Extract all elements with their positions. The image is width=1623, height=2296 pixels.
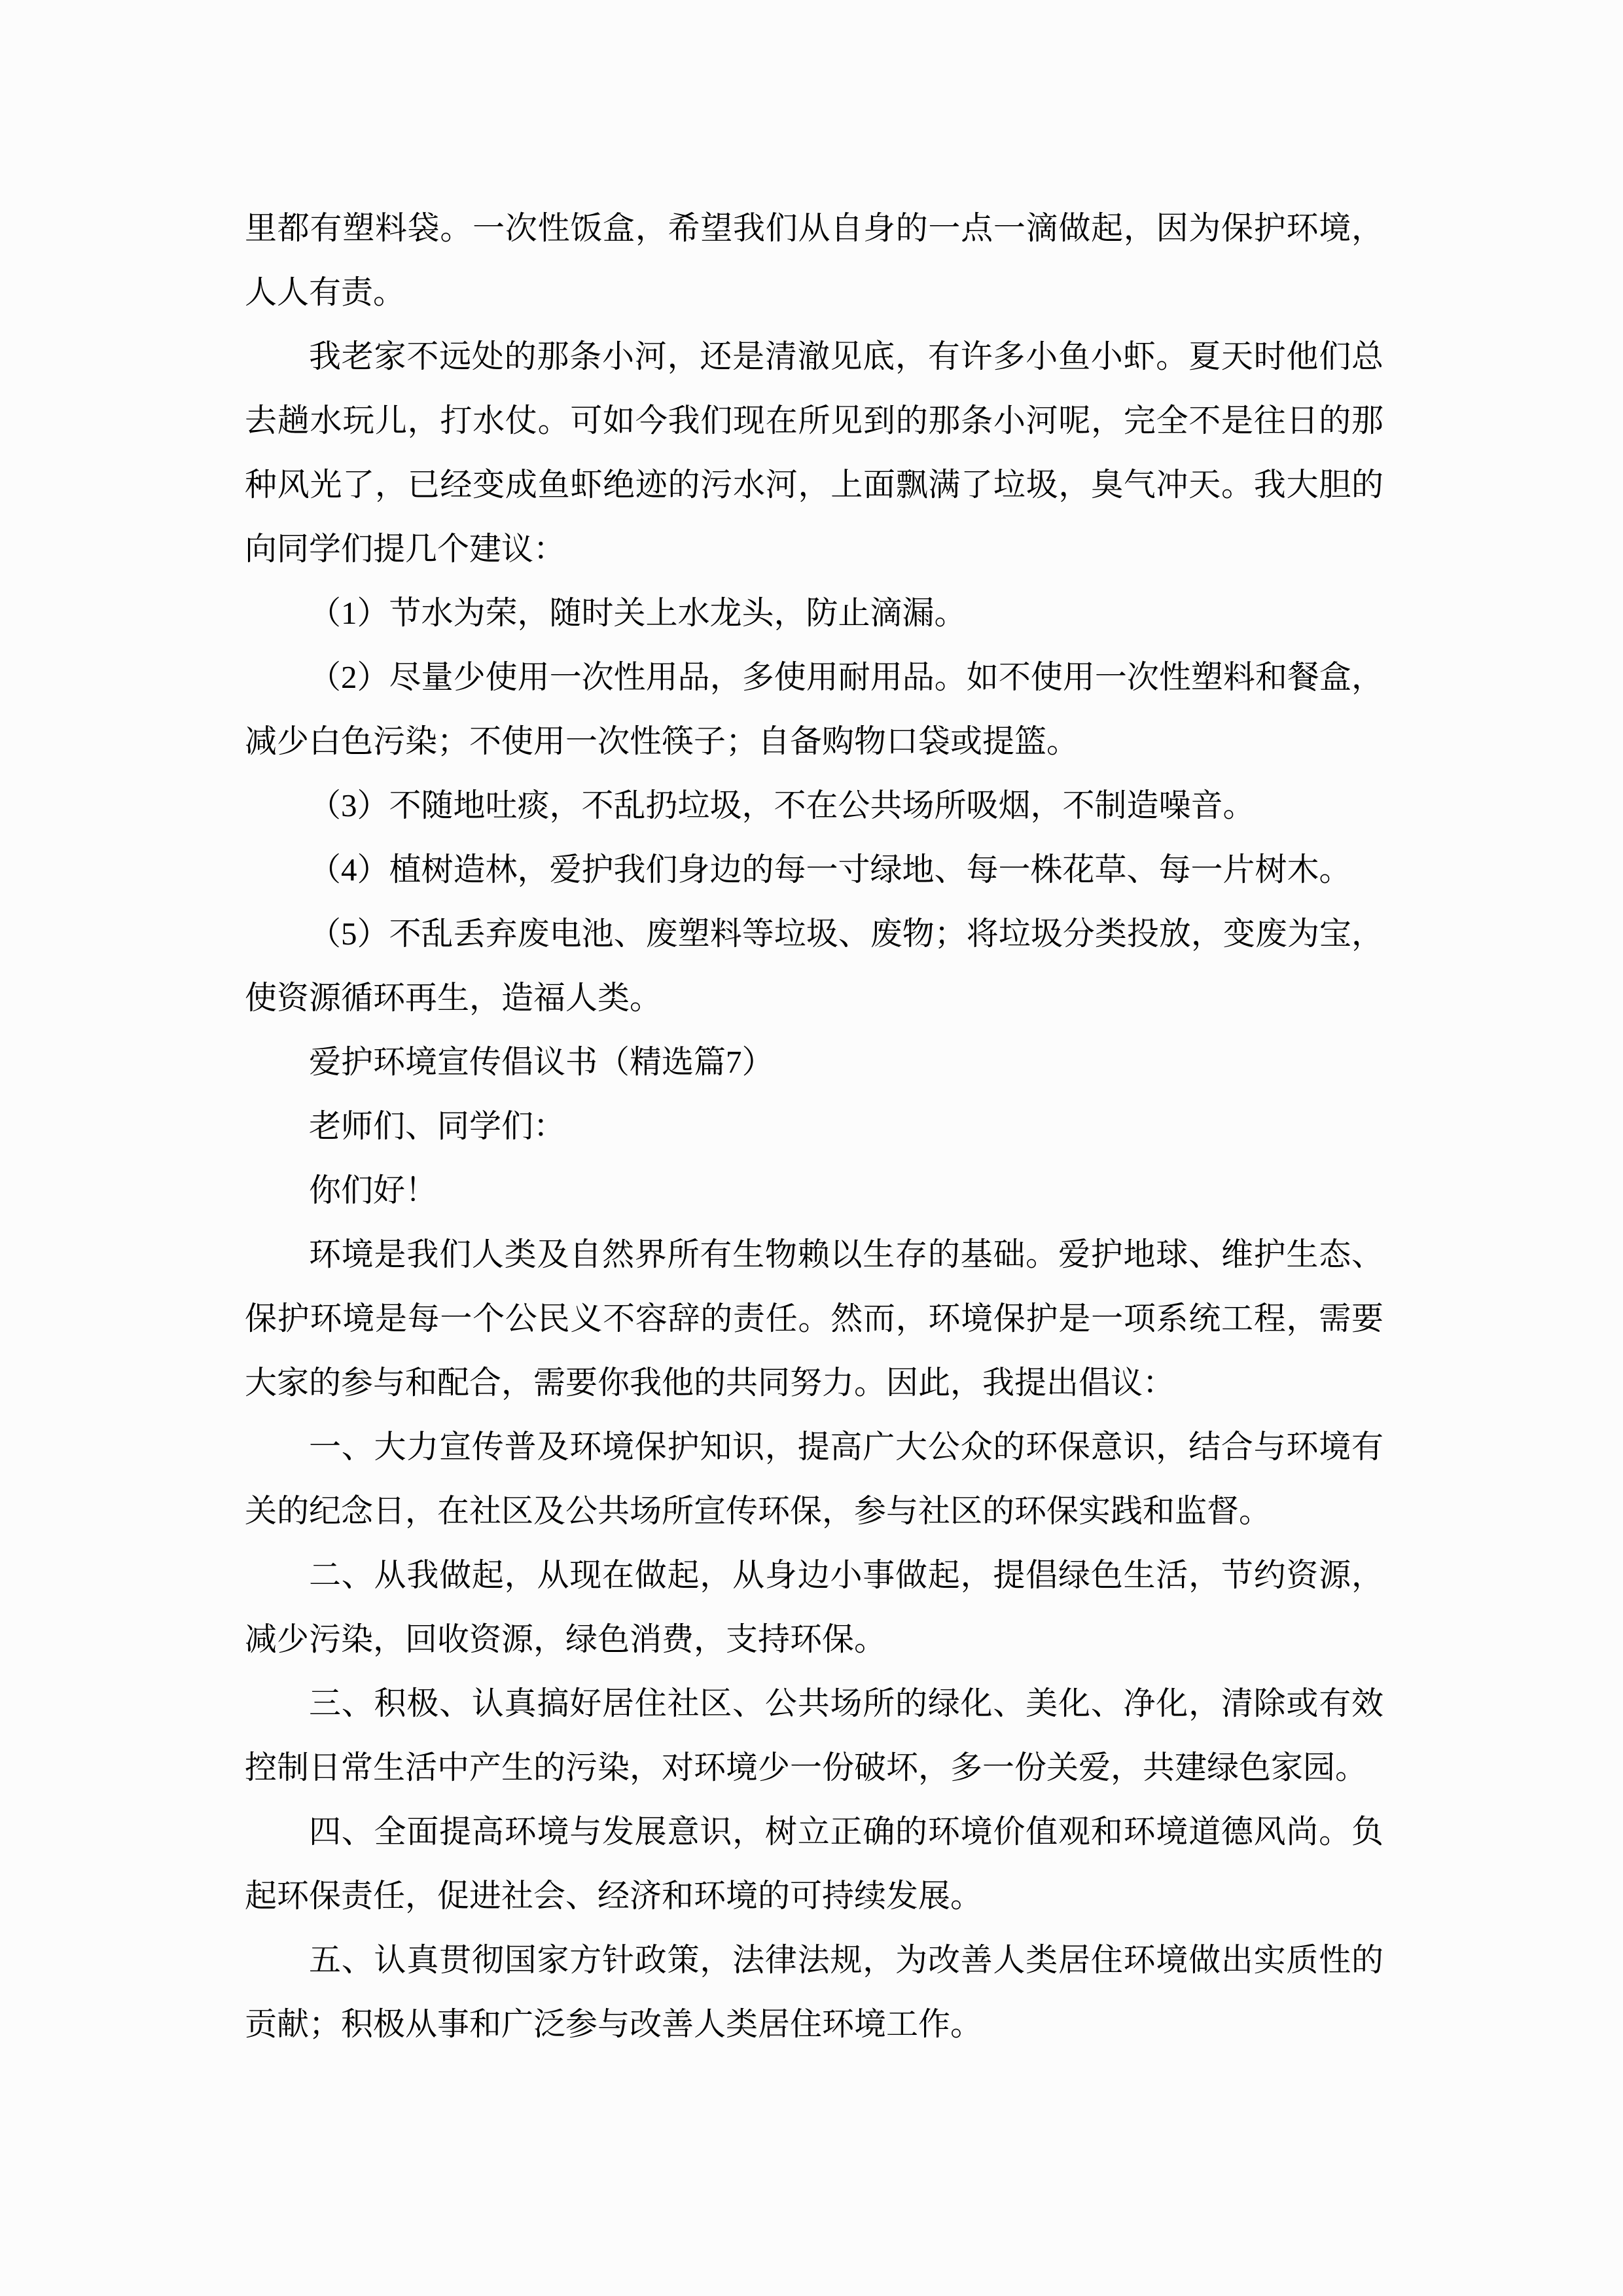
paragraph: 五、认真贯彻国家方针政策，法律法规，为改善人类居住环境做出实质性的贡献；积极从事和广泛参与改善人类居住环境工作。 [245, 1942, 1383, 2042]
document-text [245, 196, 1383, 2056]
paragraph: 二、从我做起，从现在做起，从身边小事做起，提倡绿色生活，节约资源，减少污染，回收资源，绿色消费，支持环保。 [245, 1557, 1383, 1657]
paragraph: 爱护环境宣传倡议书（精选篇7） [309, 1044, 774, 1080]
paragraph: 一、大力宣传普及环境保护知识，提高广大公众的环保意识，结合与环境有关的纪念日，在社区及公共场所宣传环保，参与社区的环保实践和监督。 [245, 1429, 1383, 1529]
paragraph: 三、积极、认真搞好居住社区、公共场所的绿化、美化、净化，清除或有效控制日常生活中产生的污染，对环境少一份破坏，多一份关爱，共建绿色家园。 [245, 1685, 1383, 1785]
paragraph: 里都有塑料袋。一次性饭盒，希望我们从自身的一点一滴做起，因为保护环境，人人有责。 [245, 210, 1383, 310]
paragraph: 你们好！ [309, 1172, 438, 1208]
paragraph: （3）不随地吐痰，不乱扔垃圾，不在公共场所吸烟，不制造噪音。 [309, 787, 1255, 823]
paragraph: （4）植树造林，爱护我们身边的每一寸绿地、每一株花草、每一片树木。 [309, 852, 1351, 888]
paragraph: 环境是我们人类及自然界所有生物赖以生存的基础。爱护地球、维护生态、保护环境是每一个公民义不容辞的责任。然而，环境保护是一项系统工程，需要大家的参与和配合，需要你我他的共同努力。因此，我提出倡议： [245, 1236, 1383, 1401]
paragraph: 我老家不远处的那条小河，还是清澈见底，有许多小鱼小虾。夏天时他们总去趟水玩儿，打水仗。可如今我们现在所见到的那条小河呢，完全不是往日的那种风光了，已经变成鱼虾绝迹的污水河，上面飘满了垃圾，臭气冲天。我大胆的向同学们提几个建议： [245, 338, 1383, 567]
paragraph: （1）节水为荣，随时关上水龙头，防止滴漏。 [309, 595, 967, 631]
paragraph: 老师们、同学们： [309, 1108, 566, 1144]
paragraph: 四、全面提高环境与发展意识，树立正确的环境价值观和环境道德风尚。负起环保责任，促进社会、经济和环境的可持续发展。 [245, 1814, 1383, 1914]
paragraph: （2）尽量少使用一次性用品，多使用耐用品。如不使用一次性塑料和餐盒，减少白色污染；不使用一次性筷子；自备购物口袋或提篮。 [245, 659, 1383, 759]
paragraph: （5）不乱丢弃废电池、废塑料等垃圾、废物；将垃圾分类投放，变废为宝，使资源循环再生，造福人类。 [245, 916, 1383, 1016]
